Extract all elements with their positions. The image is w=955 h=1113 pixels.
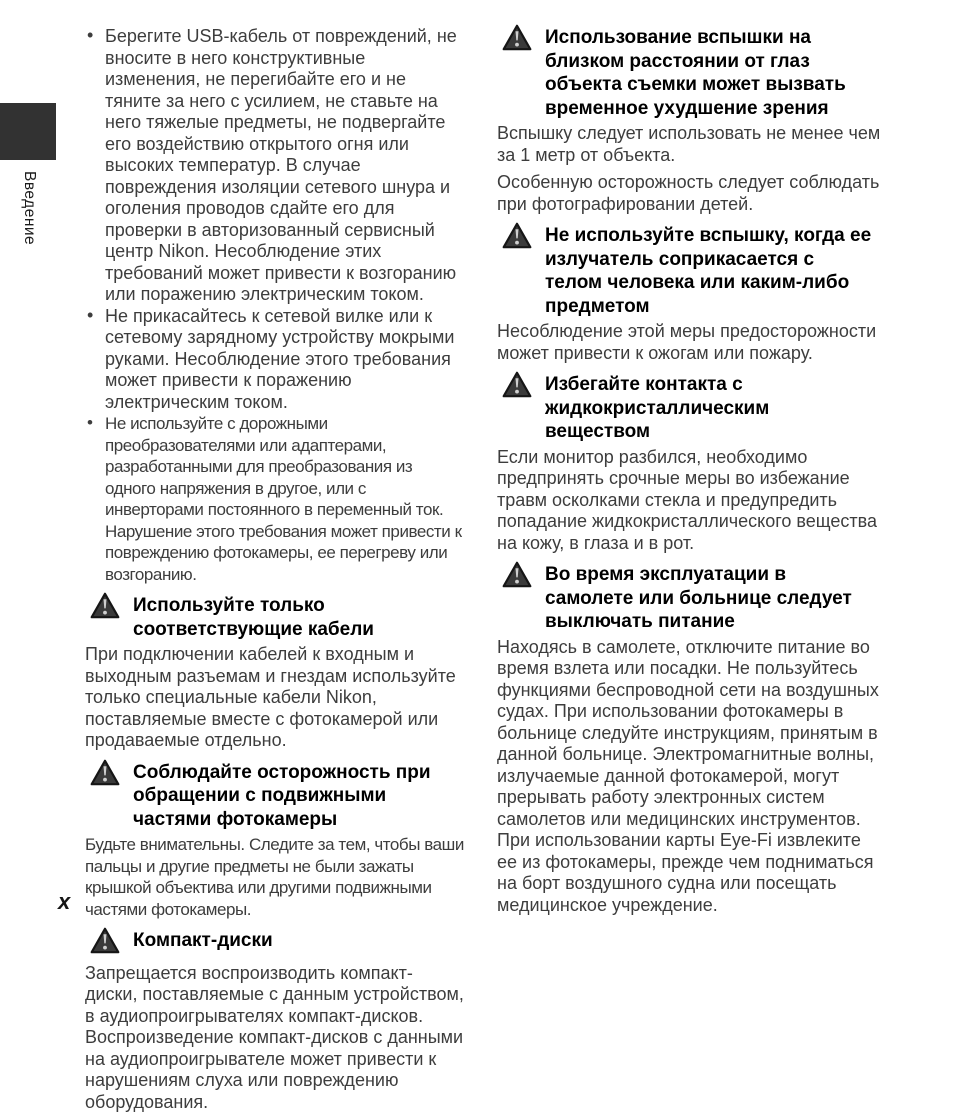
bullet-text: Берегите USB-кабель от повреждений, не вносите в него конструктивные изменения, не перегибайте его и не тяните за него с усилием, не ставьте на него тяжелые предметы, не подвергайте его воздействию открытого огня или высоких температур. В случае повреждения изоляции сетевого шнура и оголения проводов сдайте его для проверки в авторизованный сервисный центр Nikon. Несоблюдение этих требований может привести к возгоранию или поражению электрическим током. xyxy=(105,26,457,304)
chapter-tab xyxy=(0,103,56,160)
warning-section-flash-contact xyxy=(497,224,881,364)
section-header xyxy=(85,761,465,832)
section-body: Особенную осторожность следует соблюдать при фотографировании детей. xyxy=(497,172,881,215)
right-column xyxy=(497,26,881,916)
warning-triangle-icon xyxy=(90,759,120,792)
section-heading: Используйте только соответствующие кабели xyxy=(133,594,464,641)
chapter-label: Введение xyxy=(20,171,38,245)
bullet-item xyxy=(85,26,465,306)
bullet-marker: • xyxy=(87,412,93,434)
section-heading: Компакт-диски xyxy=(133,929,273,953)
bullet-text: Не используйте с дорожными преобразователями или адаптерами, разработанными для преобразования из одного напряжения в другое, или с инверторами постоянного в переменный ток. Нарушение этого требования может привести к повреждению фотокамеры, ее перегреву или возгоранию. xyxy=(105,414,462,584)
warning-triangle-icon xyxy=(502,371,532,404)
warning-section-cables xyxy=(85,594,465,752)
warning-section-cds xyxy=(85,929,465,1113)
section-body: Находясь в самолете, отключите питание во время взлета или посадки. Не пользуйтесь функциями беспроводной сети на воздушных судах. При использовании фотокамеры в больнице следуйте инструкциям, принятым в данной больнице. Электромагнитные волны, излучаемые данной фотокамерой, могут прерывать работу электронных систем самолетов или медицинских инструментов. При использовании карты Eye-Fi извлеките ее из фотокамеры, прежде чем подниматься на борт воздушного судна или посещать медицинское учреждение. xyxy=(497,637,881,917)
bullet-marker: • xyxy=(87,305,93,327)
section-header xyxy=(85,929,465,960)
page-number: x xyxy=(58,889,70,915)
bullet-item xyxy=(85,413,465,585)
section-heading: Избегайте контакта с жидкокристаллическим веществом xyxy=(545,373,876,444)
warning-section-airplane-hospital xyxy=(497,563,881,916)
section-body: Будьте внимательны. Следите за тем, чтобы ваши пальцы и другие предметы не были зажаты крышкой объектива или другими подвижными частями фотокамеры. xyxy=(85,834,465,920)
section-heading: Не используйте вспышку, когда ее излучатель соприкасается с телом человека или каким-либо предметом xyxy=(545,224,876,318)
section-body: Несоблюдение этой меры предосторожности может привести к ожогам или пожару. xyxy=(497,321,881,364)
section-header xyxy=(497,224,881,318)
section-heading: Во время эксплуатации в самолете или больнице следует выключать питание xyxy=(545,563,876,634)
section-body: Если монитор разбился, необходимо предпринять срочные меры во избежание травм осколками стекла и предупредить попадание жидкокристаллического вещества на кожу, в глаза и в рот. xyxy=(497,447,881,555)
left-column xyxy=(85,26,465,1113)
warning-triangle-icon xyxy=(90,927,120,960)
section-header xyxy=(497,26,881,120)
bullet-item xyxy=(85,306,465,414)
section-header xyxy=(497,563,881,634)
section-body: Вспышку следует использовать не менее чем за 1 метр от объекта. xyxy=(497,123,881,166)
warning-section-lcd xyxy=(497,373,881,554)
section-heading: Использование вспышки на близком расстоянии от глаз объекта съемки может вызвать временное ухудшение зрения xyxy=(545,26,876,120)
warning-section-moving-parts xyxy=(85,761,465,921)
warning-triangle-icon xyxy=(90,592,120,625)
section-body: Запрещается воспроизводить компакт-диски, поставляемые с данным устройством, в аудиопроигрывателях компакт-дисков. Воспроизведение компакт-дисков с данными на аудиопроигрывателе может привести к нарушениям слуха или повреждению оборудования. xyxy=(85,963,465,1113)
section-heading: Соблюдайте осторожность при обращении с подвижными частями фотокамеры xyxy=(133,761,464,832)
section-header xyxy=(497,373,881,444)
warning-triangle-icon xyxy=(502,561,532,594)
section-header xyxy=(85,594,465,641)
section-body: При подключении кабелей к входным и выходным разъемам и гнездам используйте только специальные кабели Nikon, поставляемые вместе с фотокамерой или продаваемые отдельно. xyxy=(85,644,465,752)
bullet-marker: • xyxy=(87,25,93,47)
warning-section-flash-eyes xyxy=(497,26,881,215)
warning-triangle-icon xyxy=(502,24,532,57)
safety-bullet-list xyxy=(85,26,465,585)
bullet-text: Не прикасайтесь к сетевой вилке или к сетевому зарядному устройству мокрыми руками. Несоблюдение этого требования может привести к поражению электрическим током. xyxy=(105,306,454,412)
warning-triangle-icon xyxy=(502,222,532,255)
